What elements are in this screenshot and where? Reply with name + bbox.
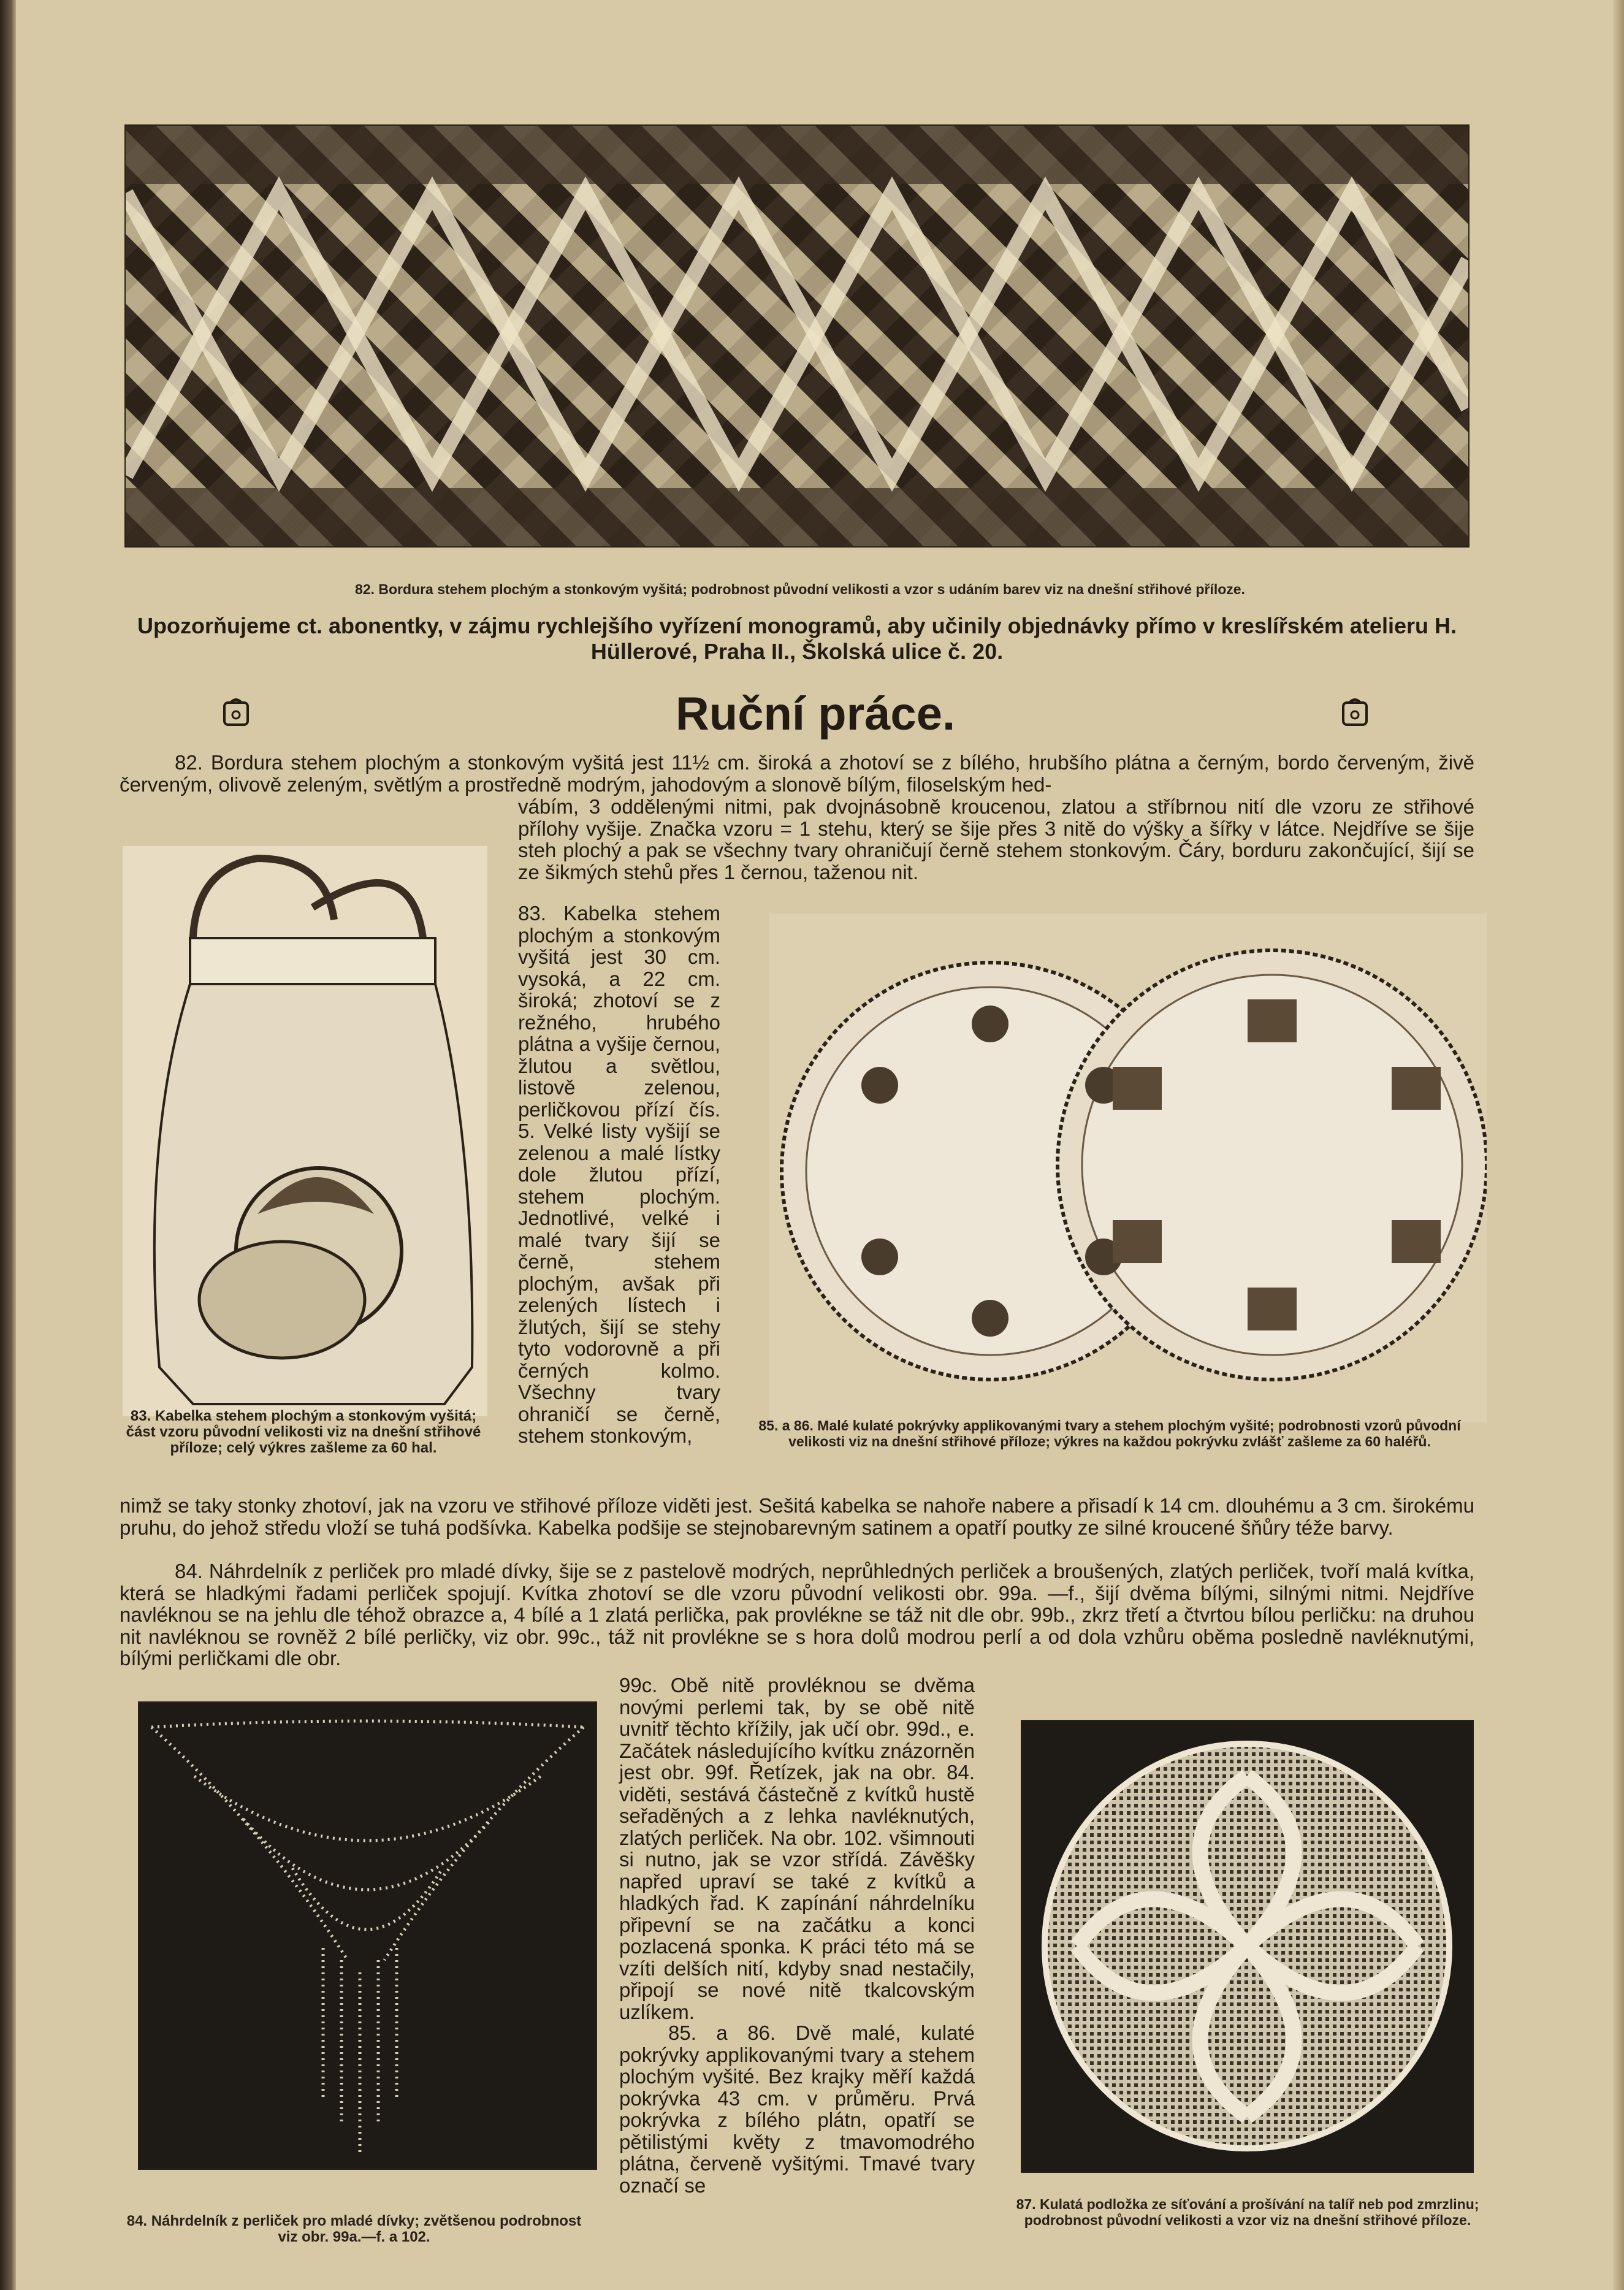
border-embroidery-drawing (126, 126, 1468, 546)
page-edge (1613, 0, 1624, 2290)
figure-83-handbag (123, 846, 487, 1416)
caption-84: 84. Náhrdelník z perliček pro mladé dívky; zvětšenou podrobnost viz obr. 99a.—f. a 102. (126, 2213, 582, 2245)
book-spine-shadow (0, 0, 16, 2290)
figure-87-filet-coaster (1021, 1720, 1474, 2173)
caption-87: 87. Kulatá podložka ze síťování a prošívání na talíř neb pod zmrzlinu; podrobnost původní velikosti a vzor viz na dnešní střihové příloze. (1016, 2196, 1479, 2228)
paragraph-82-intro: 82. Bordura stehem plochým a stonkovým vyšitá jest 11½ cm. široká a zhotoví se z bílého, hrubšího plátna a černým, bordo červeným, živě červeným, olivově zeleným, světlým a prostředně modrým, jahodovým a slonově bílým, filoselským hed- (120, 751, 1474, 796)
bag-ornament-icon (221, 698, 251, 728)
page-title: Ruční práce. (675, 688, 956, 740)
paragraph-85-86: 85. a 86. Dvě malé, kulaté pokrývky applikovanými tvary a stehem plochým vyšité. Bez krajky měří každá pokrývka 43 cm. v průměru. Prvá pokrývka z bílého plátn, opatří se pětilistými květy z tmavomodrého plátna, červeně vyšitými. Tmavé tvary označí se (619, 2021, 975, 2197)
caption-85-86: 85. a 86. Malé kulaté pokrývky applikovanými tvary a stehem plochým vyšité; podrobnosti vzorů původní velikosti viz na dnešní střihové příloze; výkres na každou pokrývku zvlášť zašleme za 60 haléřů. (758, 1418, 1461, 1449)
caption-83: 83. Kabelka stehem plochým a stonkovým vyšitá; část vzoru původní velikosti viz na dnešní střihové příloze; celý výkres zašleme za 60 hal. (126, 1408, 481, 1456)
bag-ornament-icon (1340, 698, 1370, 728)
paragraph-84: 84. Náhrdelník z perliček pro mladé dívky, šije se z pastelově modrých, neprůhledných perliček a broušených, zlatých perliček, tvoří malá kvítka, která se hladkými řadami perliček spojují. Kvítka zhotoví se dle vzoru původní velikosti obr. 99a. —f., šijí dvěma bílými, silnými nitmi. Nejdříve navléknou se na jehlu dle téhož obrazce a, 4 bílé a 1 zlatá perlička, pak provlékne se táž nit dle obr. 99b., zkrz třetí a čtvrtou bílou perličku: na druhou nit navléknou se rovněž 2 bílé perličky, viz obr. 99c., táž nit provlékne se s hora dolů modrou perlí a od dola vzhůru oběma posledně navléknutými, bílými perličkami dle obr. (120, 1560, 1474, 1670)
filet-coaster-drawing (1022, 1721, 1473, 2172)
paragraph-83-column: 83. Kabelka stehem plochým a stonkovým vyšitá jest 30 cm. vysoká, a 22 cm. široká; zhotoví se z režného, hrubého plátna a vyšije černou, žlutou a světlou, listově zelenou, perličkovou přízí čís. 5. Velké listy vyšijí se zelenou a malé lístky dole žlutou přízí, stehem plochým. Jednotlivé, velké i malé tvary šijí se černě, stehem plochým, avšak při zelených lístech i žlutých, šijí se stehy tyto vodorovně a při černých kolmo. Všechny tvary ohraničí se černě, stehem stonkovým, (518, 902, 720, 1447)
paragraph-83-full: nimž se taky stonky zhotoví, jak na vzoru ve střihové příloze viděti jest. Sešitá kabelka se nahoře nabere a přisadí k 14 cm. dlouhému a 3 cm. širokému pruhu, do jehož středu vloží se tuhá podšívka. Kabelka podšije se stejnobarevným satinem a opatří poutky ze silné kroucené šňůry téže barvy. (120, 1494, 1474, 1539)
paragraph-84-column: 99c. Obě nitě provléknou se dvěma novými perlemi tak, by se obě nitě uvnitř těchto křížily, jak učí obr. 99d., e. Začátek následujícího kvítku znázorněn jest obr. 99f. Řetízek, jak na obr. 84. viděti, sestává částečně z kvítků hustě seřaděných a z lehka navléknutých, zlatých perliček. Na obr. 102. všimnouti si nutno, jak se vzor střídá. Závěšky napřed upraví se také z kvítků a hladkých řad. K zapínání náhrdelníku připevní se na začátku a konci pozlacená sponka. K práci této má se vzíti delších nití, kdyby snad nestačily, připojí se nové nitě tkalcovským uzlíkem. (619, 1674, 975, 2023)
bead-necklace-drawing (139, 1703, 596, 2169)
paragraph-82-continued: vábím, 3 oddělenými nitmi, pak dvojnásobně kroucenou, zlatou a stříbrnou nití dle vzoru ze střihové přílohy vyšije. Značka vzoru = 1 stehu, který se šije přes 3 nitě do výšky a šířky v látce. Nejdříve se šije steh plochý a pak se všechny tvary ohraničují černě stehem stonkovým. Čáry, borduru zakončující, šijí se ze šikmých stehů přes 1 černou, taženou nit. (518, 795, 1474, 884)
caption-82: 82. Bordura stehem plochým a stonkovým vyšitá; podrobnost původní velikosti a vzor s udáním barev viz na dnešní střihové příloze. (355, 581, 1245, 597)
subscriber-notice: Upozorňujeme ct. abonentky, v zájmu rychlejšího vyřízení monogramů, aby učinily objednávky přímo v kreslířském atelieru H. Hüllerové, Praha II., Školská ulice č. 20. (137, 613, 1457, 664)
figure-84-bead-necklace (138, 1701, 597, 2170)
figure-85-86-round-doilies (769, 914, 1487, 1422)
round-doilies-drawing (769, 914, 1487, 1422)
figure-82-border-embroidery (124, 124, 1470, 548)
handbag-drawing (123, 846, 487, 1416)
